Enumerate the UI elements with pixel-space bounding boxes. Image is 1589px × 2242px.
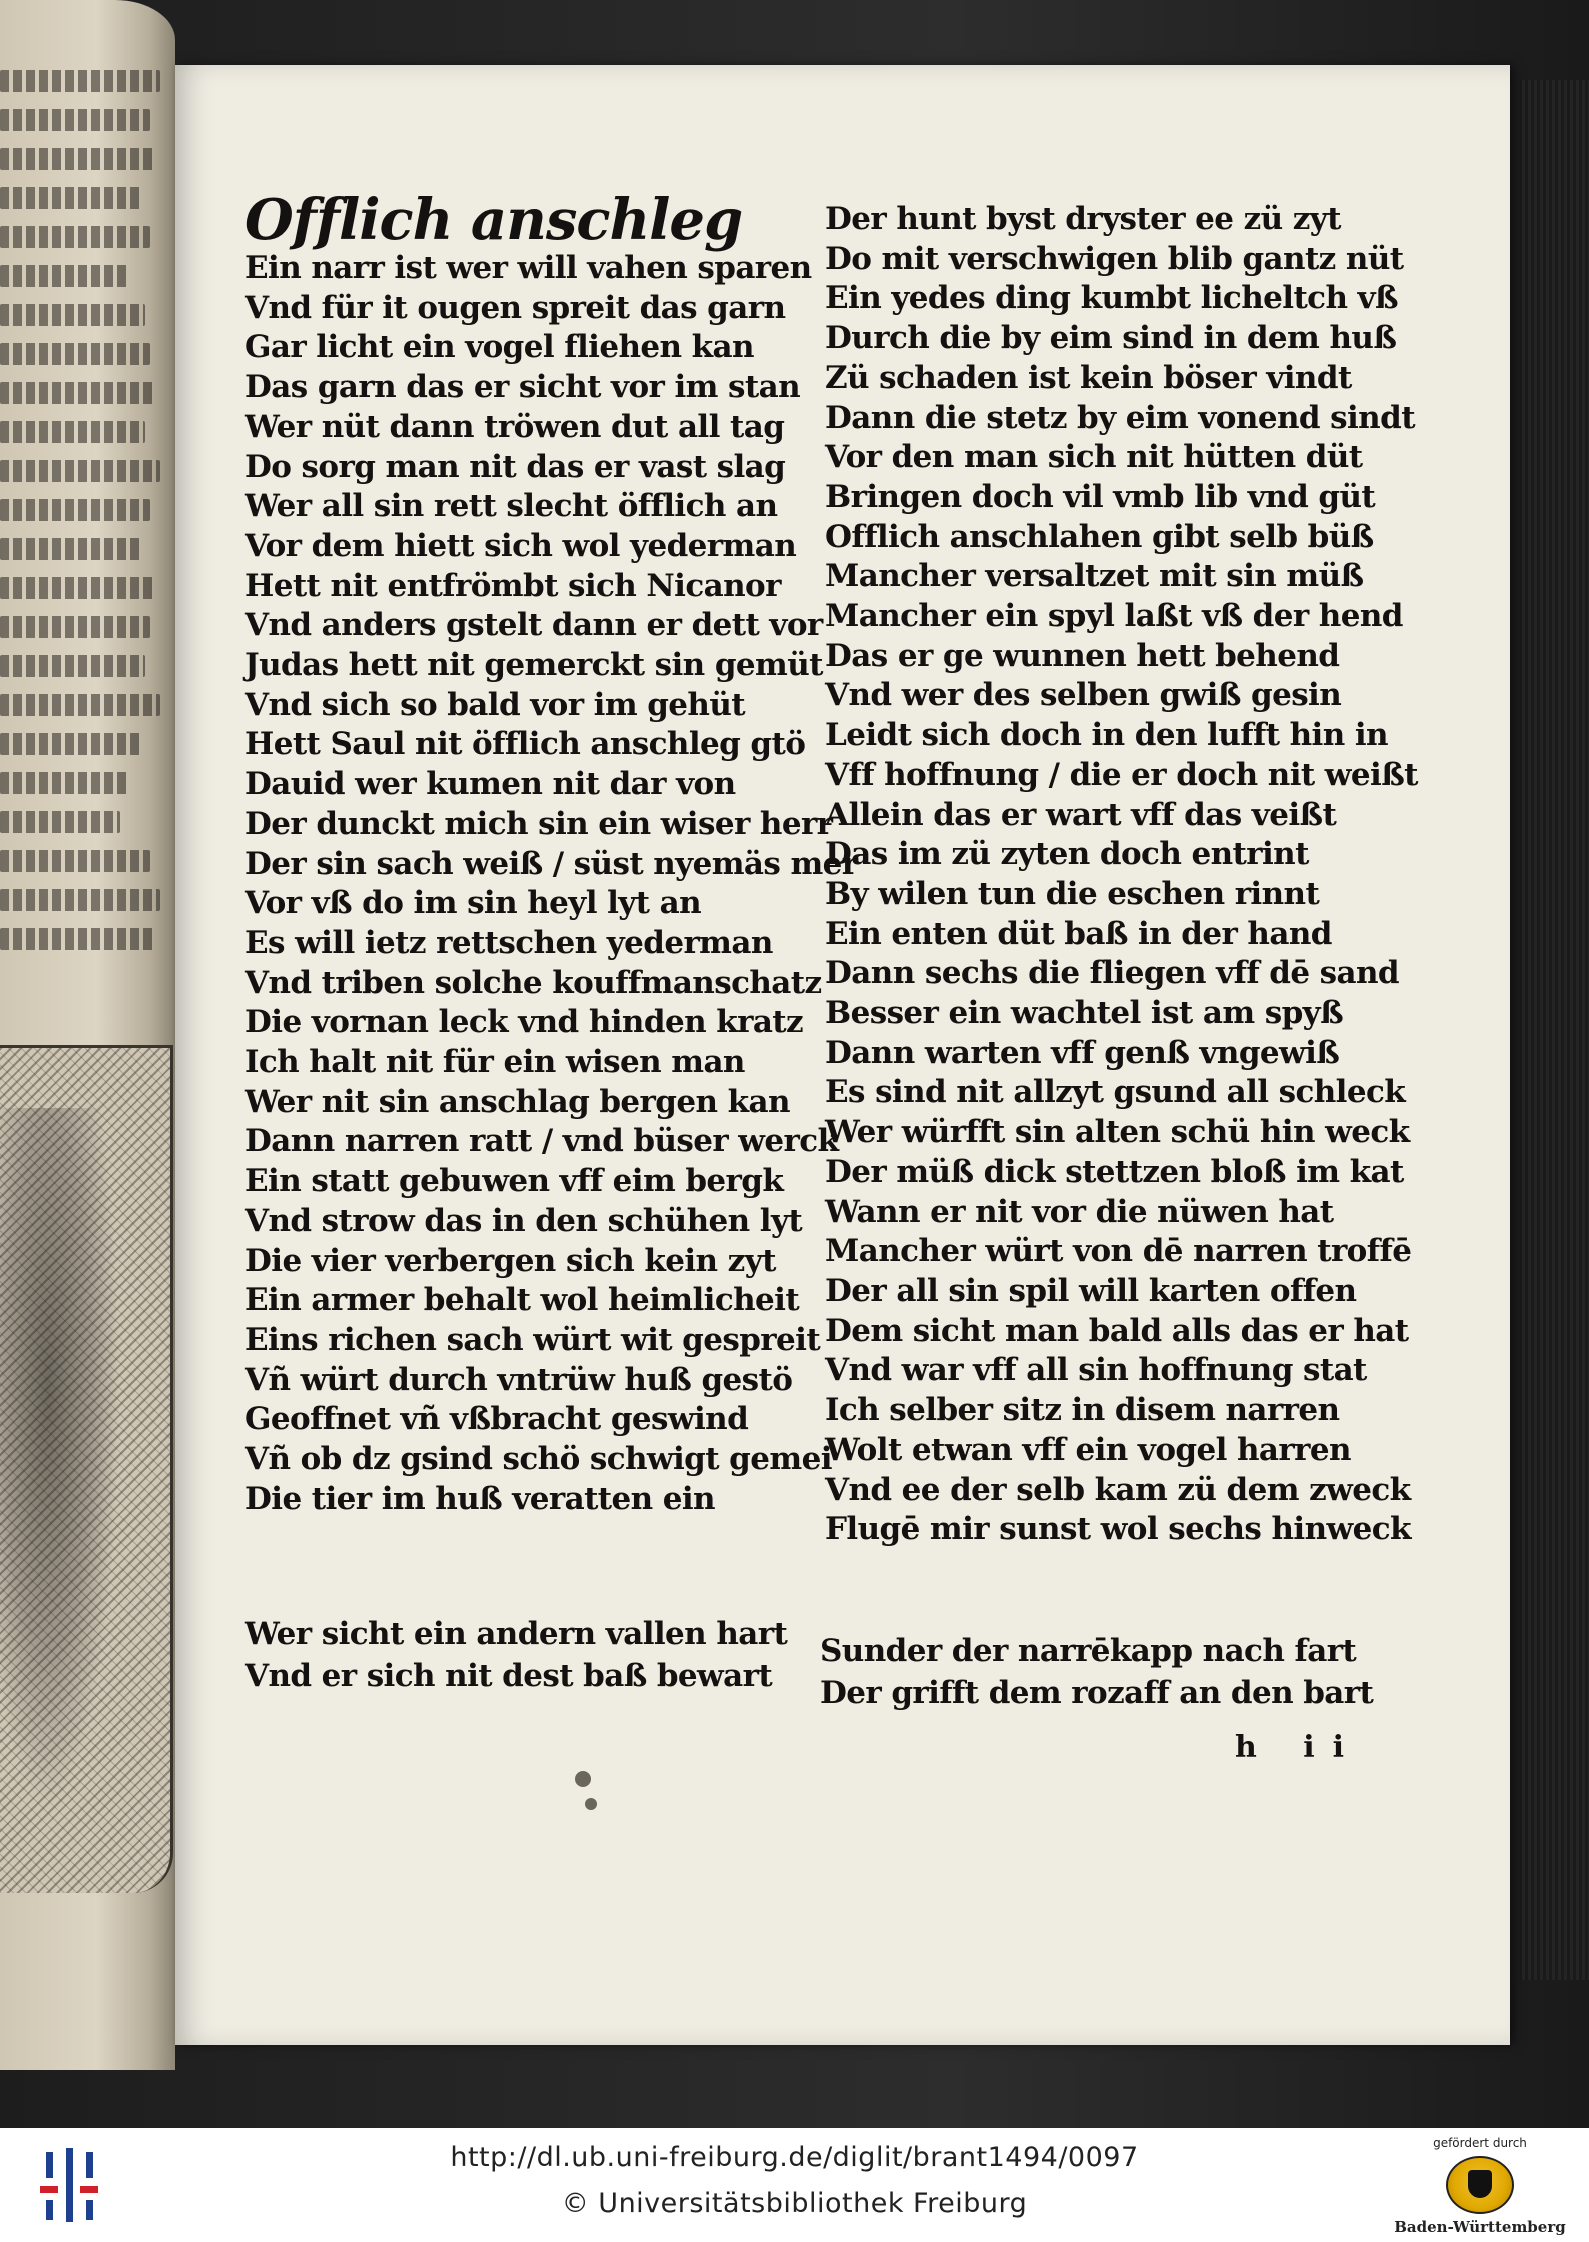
verse-line: Vñ würt durch vntrüw huß gestö [245, 1361, 793, 1398]
verse-line: Flugē mir sunst wol sechs hinweck [825, 1511, 1411, 1548]
verse-line: Vnd er sich nit dest baß bewart [245, 1658, 773, 1694]
verse-line: Mancher würt von dē narren troffē [825, 1233, 1412, 1270]
verse-line: Do sorg man nit das er vast slag [245, 448, 786, 485]
verse-line: Wer nit sin anschlag bergen kan [245, 1083, 790, 1120]
woodcut-figure [0, 1108, 120, 1808]
verse-line: Dauid wer kumen nit dar von [245, 766, 736, 803]
verse-line: Wolt etwan vff ein vogel harren [825, 1431, 1351, 1468]
coat-of-arms-icon [1446, 2156, 1514, 2214]
verse-line: Vor dem hiett sich wol yederman [245, 527, 797, 564]
verse-line: Vnd für it ougen spreit das garn [245, 289, 786, 326]
verse-line: Vnd anders gstelt dann er dett vor [245, 607, 823, 644]
page-heading: Offlich anschleg [245, 187, 743, 253]
sponsor-badge [1390, 2136, 1570, 2240]
verse-line: Do mit verschwigen blib gantz nüt [825, 240, 1404, 277]
left-column [245, 187, 858, 1520]
verse-line: Der dunckt mich sin ein wiser herr [245, 805, 833, 842]
verse-line: Judas hett nit gemerckt sin gemüt [245, 647, 823, 684]
verse-line: Dann narren ratt / vnd büser werck [245, 1123, 839, 1160]
verse-line: Wann er nit vor die nüwen hat [825, 1193, 1334, 1230]
verse-line: Die vornan leck vnd hinden kratz [245, 1004, 804, 1041]
verse-line: Dem sicht man bald alls das er hat [825, 1312, 1409, 1349]
verse-line: Dann die stetz by eim vonend sindt [825, 399, 1415, 436]
verse-line: Wer sicht ein andern vallen hart [245, 1616, 788, 1652]
verse-line: Das er ge wunnen hett behend [825, 637, 1340, 674]
verse-line: Besser ein wachtel ist am spyß [825, 995, 1344, 1032]
woodcut-illustration [0, 1045, 173, 1893]
verse-line: Der sin sach weiß / süst nyemäs mer [245, 845, 858, 882]
facing-page [0, 0, 175, 2070]
verse-line: Geoffnet vñ vßbracht geswind [245, 1401, 749, 1438]
verse-line: Das im zü zyten doch entrint [825, 836, 1309, 873]
verse-line: Sunder der narrēkapp nach fart [820, 1633, 1357, 1669]
sponsor-caption: gefördert durch [1433, 2136, 1527, 2150]
verse-line: Mancher versaltzet mit sin müß [825, 558, 1364, 595]
book-page [175, 65, 1510, 2045]
verse-line: Ein enten düt baß in der hand [825, 915, 1332, 952]
verse-line: By wilen tun die eschen rinnt [825, 875, 1320, 912]
verse-line: Es sind nit allzyt gsund all schleck [825, 1074, 1406, 1111]
verse-line: Vff hoffnung / die er doch nit weißt [825, 756, 1418, 793]
verse-line: Ein armer behalt wol heimlicheit [245, 1282, 800, 1319]
closing-verse-left [245, 1613, 787, 1697]
verse-line: Vor vß do im sin heyl lyt an [245, 885, 702, 922]
verse-line: Zü schaden ist kein böser vindt [825, 359, 1352, 396]
verse-line: Leidt sich doch in den lufft hin in [825, 717, 1388, 754]
footer-bar [0, 2128, 1589, 2242]
verse-line: Ein yedes ding kumbt licheltch vß [825, 280, 1398, 317]
scanner-cloth [1519, 80, 1589, 1980]
verse-line: Hett nit entfrömbt sich Nicanor [245, 567, 781, 604]
verse-line: Bringen doch vil vmb lib vnd güt [825, 478, 1376, 515]
verse-line: Der hunt byst dryster ee zü zyt [825, 201, 1341, 237]
verse-line: Durch die by eim sind in dem huß [825, 320, 1397, 357]
verse-line: Hett Saul nit öfflich anschleg gtö [245, 726, 806, 763]
verse-line: Ich halt nit für ein wisen man [245, 1044, 745, 1081]
verse-line: Ein narr ist wer will vahen sparen [245, 250, 812, 286]
verse-line: Offlich anschlahen gibt selb büß [825, 518, 1374, 555]
verse-line: Die tier im huß veratten ein [245, 1480, 715, 1517]
copyright-text: © Universitätsbibliothek Freiburg [561, 2188, 1028, 2219]
verse-line: Ich selber sitz in disem narren [825, 1392, 1340, 1429]
verse-line: Mancher ein spyl laßt vß der hend [825, 598, 1403, 635]
verse-line: Vñ ob dz gsind schö schwigt gemei [245, 1441, 832, 1478]
verse-line: Dann sechs die fliegen vff dē sand [825, 955, 1400, 992]
verse-line: Die vier verbergen sich kein zyt [245, 1242, 776, 1279]
closing-verse-right [820, 1630, 1373, 1714]
verse-line: Gar licht ein vogel fliehen kan [245, 329, 754, 366]
paper-hole [585, 1798, 597, 1810]
verse-line: Dann warten vff genß vngewiß [825, 1034, 1340, 1071]
verse-line: Vnd strow das in den schühen lyt [245, 1202, 803, 1239]
verse-line: Ein statt gebuwen vff eim bergk [245, 1163, 784, 1200]
verse-line: Es will ietz rettschen yederman [245, 924, 773, 961]
signature-mark: h ii [1235, 1730, 1363, 1765]
verse-line: Der grifft dem rozaff an den bart [820, 1675, 1374, 1711]
sponsor-name: Baden-Württemberg [1394, 2218, 1566, 2236]
verse-line: Der all sin spil will karten offen [825, 1272, 1357, 1309]
verse-line: Wer nüt dann tröwen dut all tag [245, 408, 785, 445]
verse-line: Vnd ee der selb kam zü dem zweck [825, 1471, 1411, 1508]
verse-line: Der müß dick stettzen bloß im kat [825, 1153, 1404, 1190]
paper-hole [575, 1771, 591, 1787]
verse-line: Vnd wer des selben gwiß gesin [825, 677, 1342, 714]
verse-line: Wer würfft sin alten schü hin weck [825, 1114, 1410, 1151]
verse-line: Wer all sin rett slecht öfflich an [245, 488, 778, 525]
verse-line: Vnd sich so bald vor im gehüt [245, 686, 746, 723]
verse-line: Eins richen sach würt wit gespreit [245, 1321, 821, 1358]
facing-page-text [0, 70, 175, 967]
right-column [825, 200, 1418, 1550]
verse-line: Vnd triben solche kouffmanschatz [245, 964, 822, 1001]
verse-line: Allein das er wart vff das veißt [825, 796, 1337, 833]
verse-line: Das garn das er sicht vor im stan [245, 369, 801, 406]
page-url-link[interactable]: http://dl.ub.uni-freiburg.de/diglit/brant1494/0097 [450, 2142, 1139, 2173]
verse-line: Vor den man sich nit hütten düt [825, 439, 1363, 476]
verse-line: Vnd war vff all sin hoffnung stat [825, 1352, 1367, 1389]
